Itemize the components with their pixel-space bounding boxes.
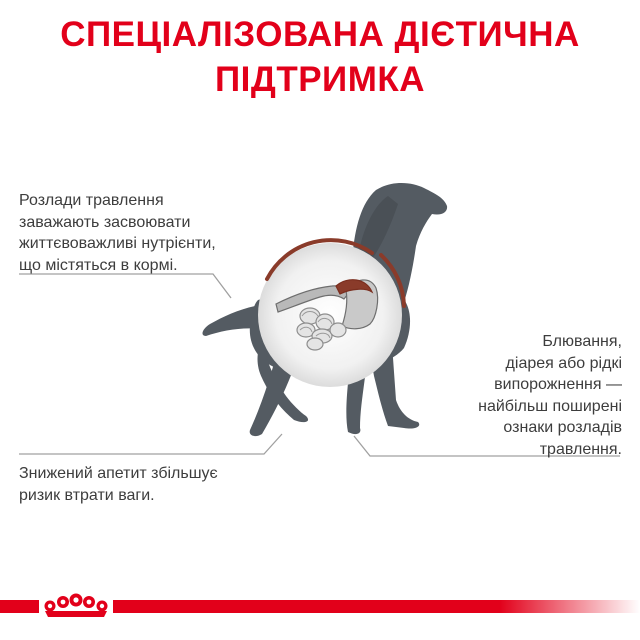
callout-line: діарея або рідкі xyxy=(505,354,622,372)
callout-line: життєвоважливі нутрієнти, xyxy=(19,235,216,252)
callout-line: ризик втрати ваги. xyxy=(19,486,155,504)
callout-line: заважають засвоювати xyxy=(19,213,191,231)
callout-digestion-disorders xyxy=(19,190,216,276)
callout-line: травлення. xyxy=(539,440,622,458)
callout-line: Знижений апетит збільшує xyxy=(19,465,218,482)
connector-line-bottom-left xyxy=(19,434,282,454)
callout-line: Розлади травлення xyxy=(19,192,164,209)
callout-line: ознаки розладів xyxy=(503,419,622,436)
page-title-line-2: ПІДТРИМКА xyxy=(215,60,425,99)
callout-line: Блювання, xyxy=(542,333,622,350)
connector-line-top-left xyxy=(19,274,231,298)
callout-symptoms xyxy=(478,331,622,460)
callout-appetite xyxy=(19,463,218,506)
callout-line: що містяться в кормі. xyxy=(19,256,178,274)
royal-canin-crown-icon xyxy=(39,593,113,619)
callout-line: найбільш поширені xyxy=(478,397,622,415)
page-title-line-1: СПЕЦІАЛІЗОВАНА ДІЄТИЧНА xyxy=(60,15,580,54)
callout-line: випорожнення — xyxy=(494,376,622,393)
